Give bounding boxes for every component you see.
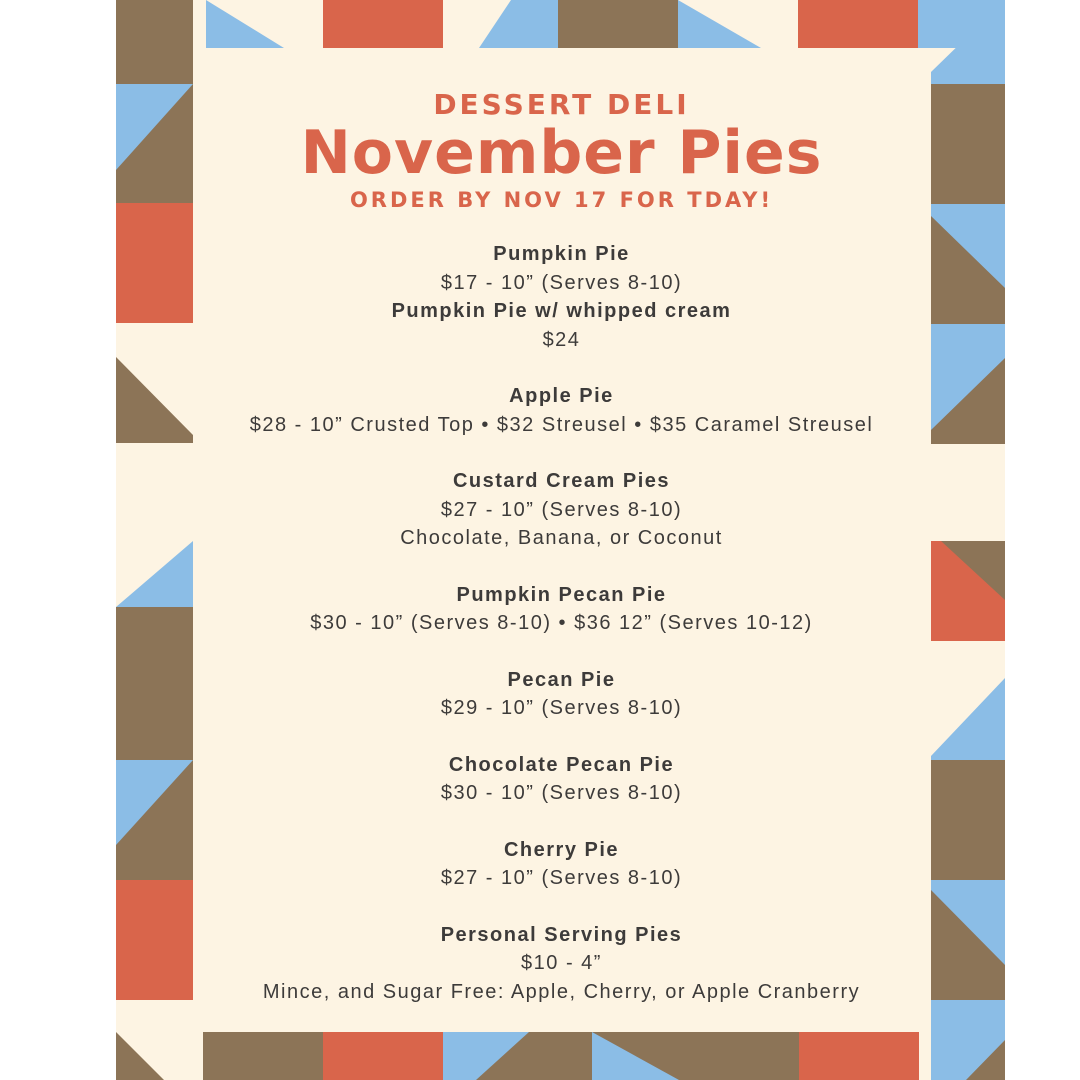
quilt-triangle	[678, 0, 761, 48]
item-price: $10 - 4”	[521, 952, 602, 974]
item-name: Pumpkin Pie	[493, 243, 630, 265]
quilt-triangle	[116, 1032, 164, 1080]
menu-panel	[193, 48, 930, 1031]
item-name: Chocolate Pecan Pie	[448, 753, 675, 776]
item-price: $24	[542, 328, 581, 351]
quilt-block	[116, 880, 193, 1000]
menu-item-apple-pie	[193, 382, 930, 439]
menu-item-custard-cream-pies	[193, 467, 930, 553]
item-name: Pumpkin Pecan Pie	[456, 583, 667, 606]
item-price: $27 - 10” (Serves 8-10)	[440, 867, 683, 889]
item-name: Custard Cream Pies	[452, 470, 671, 492]
item-price: $27 - 10” (Serves 8-10)	[440, 498, 683, 521]
item-price: $30 - 10” (Serves 8-10) • $36 12” (Serves 10-12)	[310, 612, 813, 634]
item-name: Pumpkin Pie w/ whipped cream	[391, 300, 732, 322]
quilt-triangle	[479, 0, 558, 48]
quilt-block	[116, 203, 193, 323]
quilt-block	[679, 1032, 799, 1080]
item-flavors: Chocolate, Banana, or Coconut	[400, 527, 723, 549]
quilt-triangle	[116, 357, 193, 443]
menu-item-cherry-pie	[193, 836, 930, 893]
quilt-block	[798, 0, 918, 48]
quilt-block	[116, 435, 193, 443]
brand-heading: DESSERT DELI	[433, 88, 690, 121]
item-name: Pecan Pie	[507, 668, 616, 691]
item-name: Cherry Pie	[503, 838, 620, 861]
item-price: $30 - 10” (Serves 8-10)	[440, 782, 683, 804]
quilt-block	[931, 760, 1005, 880]
item-price: $29 - 10” (Serves 8-10)	[440, 697, 683, 719]
quilt-block	[203, 1032, 323, 1080]
quilt-block	[323, 1032, 443, 1080]
item-price: $17 - 10” (Serves 8-10)	[440, 271, 683, 294]
menu-item-pumpkin-pie	[193, 240, 930, 354]
item-name: Apple Pie	[509, 385, 614, 407]
item-price: $28 - 10” Crusted Top • $32 Streusel • $35 Caramel Streusel	[249, 413, 874, 436]
quilt-block	[931, 84, 1005, 204]
quilt-block	[116, 0, 193, 84]
quilt-triangle	[116, 541, 193, 607]
menu-item-personal-serving-pies	[193, 921, 930, 1007]
item-flavors: Mince, and Sugar Free: Apple, Cherry, or Apple Cranberry	[262, 980, 861, 1003]
pie-list	[193, 240, 930, 1034]
quilt-block	[116, 607, 193, 760]
quilt-triangle	[206, 0, 284, 48]
menu-item-pecan-pie	[193, 666, 930, 723]
page-title: November Pies	[300, 118, 823, 188]
item-name: Personal Serving Pies	[440, 923, 683, 946]
quilt-block	[558, 0, 678, 48]
order-deadline: ORDER BY NOV 17 FOR TDAY!	[349, 188, 774, 212]
menu-item-pumpkin-pecan-pie	[193, 581, 930, 638]
quilt-triangle	[931, 678, 1005, 760]
quilt-block	[799, 1032, 919, 1080]
pie-menu-poster	[116, 0, 1005, 1080]
menu-item-chocolate-pecan-pie	[193, 751, 930, 808]
quilt-block	[323, 0, 443, 48]
